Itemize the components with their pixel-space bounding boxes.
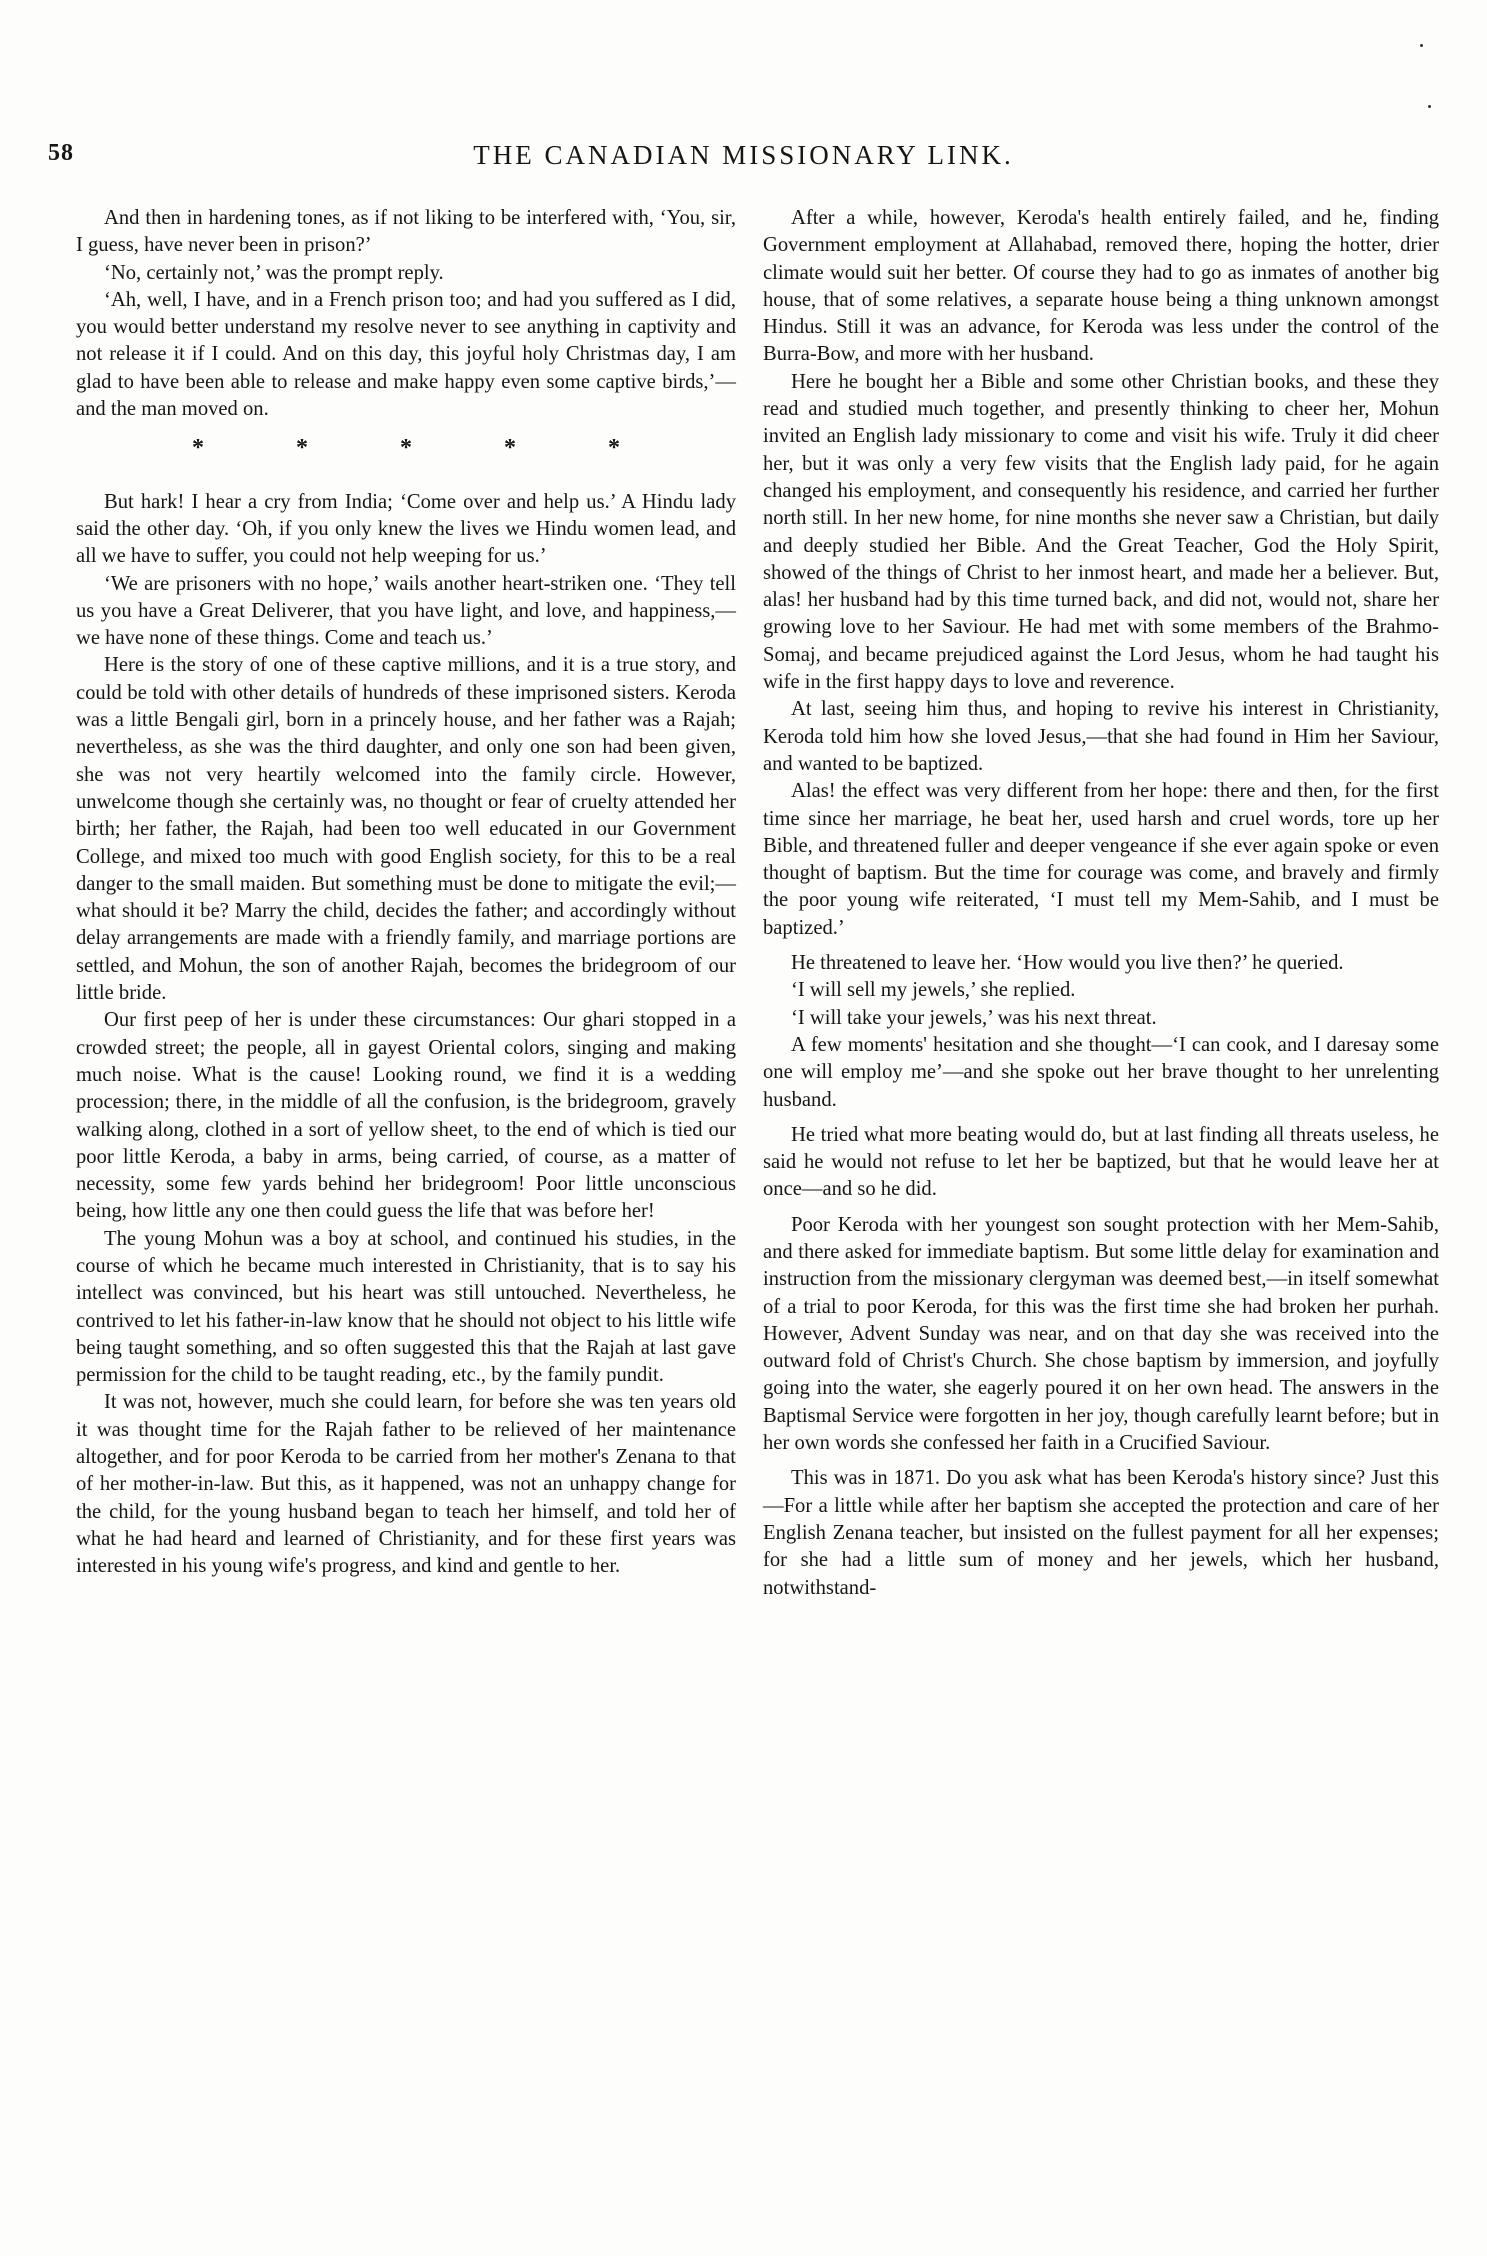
running-title: THE CANADIAN MISSIONARY LINK. bbox=[473, 140, 1014, 170]
section-separator bbox=[76, 435, 736, 462]
separator-star: * bbox=[296, 435, 308, 462]
paragraph: But hark! I hear a cry from India; ‘Come over and help us.’ A Hindu lady said the other day. ‘Oh, if you only knew the lives we Hindu women lead, and all we have to suffer, you could not help weeping for us.’ bbox=[76, 490, 736, 568]
paragraph: After a while, however, Keroda's health entirely failed, and he, finding Government employment at Allahabad, removed there, hoping the hotter, drier climate would suit her better. Of course they had to go as inmates of another big house, that of some relatives, a separate house being a thing unknown amongst Hindus. Still it was an advance, for Keroda was less under the control of the Burra-Bow, and more with her husband. bbox=[763, 207, 1439, 366]
paragraph: He tried what more beating would do, but at last finding all threats useless, he said he would not refuse to let her be baptized, but that he would leave her at once—and so he did. bbox=[763, 1123, 1439, 1201]
paragraph: ‘I will sell my jewels,’ she replied. bbox=[791, 979, 1076, 1002]
separator-star: * bbox=[192, 435, 204, 462]
separator-star: * bbox=[608, 435, 620, 462]
scan-speck bbox=[1420, 44, 1423, 47]
paragraph: Poor Keroda with her youngest son sought protection with her Mem-Sahib, and there asked for immediate baptism. But some little delay for examination and instruction from the missionary clergyman was deemed best,—in itself somewhat of a trial to poor Keroda, for this was the first time she had broken her purhah. However, Advent Sunday was near, and on that day she was received into the outward fold of Christ's Church. She chose baptism by immersion, and joyfully going into the water, she eagerly poured it on her own head. The answers in the Baptismal Service were forgotten in her joy, though carefully learnt before; but in her own words she confessed her faith in a Crucified Saviour. bbox=[763, 1213, 1439, 1455]
paragraph: ‘No, certainly not,’ was the prompt reply. bbox=[104, 261, 444, 284]
paragraph: At last, seeing him thus, and hoping to revive his interest in Christianity, Keroda told him how she loved Jesus,—that she had found in Him her Saviour, and wanted to be baptized. bbox=[763, 698, 1439, 775]
left-column bbox=[76, 205, 736, 1581]
paragraph: Our first peep of her is under these circumstances: Our ghari stopped in a crowded street; the people, all in gayest Oriental colors, singing and making much noise. What is the cause! Looking round, we find it is a wedding procession; there, in the middle of all the confusion, is the bridegroom, gravely walking along, clothed in a sort of yellow sheet, to the end of which is tied our poor little Keroda, a baby in arms, being carried, of course, as a matter of necessity, some few yards behind her bridegroom! Poor little unconscious being, how little any one then could guess the life that was before her! bbox=[76, 1009, 736, 1223]
paragraph: A few moments' hesitation and she thought—‘I can cook, and I daresay some one will employ me’—and she spoke out her brave thought to her unrelenting husband. bbox=[763, 1033, 1439, 1111]
paragraph: It was not, however, much she could learn, for before she was ten years old it was thought time for the Rajah father to be relieved of her maintenance altogether, and for poor Keroda to be carried from her mother's Zenana to that of her mother-in-law. But this, as it happened, was not an unhappy change for the child, for the young husband began to teach her himself, and told her of what he had heard and learned of Christianity, and for these first years was interested in his young wife's progress, and kind and gentle to her. bbox=[76, 1391, 736, 1578]
paragraph: ‘I will take your jewels,’ was his next threat. bbox=[791, 1006, 1157, 1029]
paragraph: Here he bought her a Bible and some other Christian books, and these they read and studied much together, and presently thinking to cheer her, Mohun invited an English lady missionary to come and visit his wife. Truly it did cheer her, but it was only a very few visits that the English lady paid, for he again changed his employment, and consequently his residence, and carried her further north still. In her new home, for nine months she never saw a Christian, but daily and deeply studied her Bible. And the Great Teacher, God the Holy Spirit, showed of the things of Christ to her inmost heart, and made her a believer. But, alas! her husband had by this time turned back, and did not, would not, share her growing love to her Saviour. He had met with some members of the Brahmo-Somaj, and became prejudiced against the Lord Jesus, whom he had taught his wife in the first happy days to love and reverence. bbox=[763, 370, 1439, 694]
paragraph: This was in 1871. Do you ask what has been Keroda's history since? Just this—For a little while after her baptism she accepted the protection and care of her English Zenana teacher, but insisted on the fullest payment for all her expenses; for she had a little sum of money and her jewels, which her husband, notwithstand- bbox=[763, 1467, 1439, 1599]
scan-speck bbox=[1428, 105, 1431, 108]
paragraph: ‘We are prisoners with no hope,’ wails another heart-striken one. ‘They tell us you have a Great Deliverer, that you have light, and love, and happiness,—we have none of these things. Come and teach us.’ bbox=[76, 572, 736, 650]
paragraph: ‘Ah, well, I have, and in a French prison too; and had you suffered as I did, you would better understand my resolve never to see anything in captivity and not release it if I could. And on this day, this joyful holy Christmas day, I am glad to have been able to release and make happy even some captive birds,’—and the man moved on. bbox=[76, 288, 736, 421]
paragraph: He threatened to leave her. ‘How would you live then?’ he queried. bbox=[791, 952, 1344, 975]
separator-star: * bbox=[400, 435, 412, 462]
separator-star: * bbox=[504, 435, 516, 462]
page-header bbox=[48, 140, 1439, 180]
paragraph: Alas! the effect was very different from her hope: there and then, for the first time since her marriage, he beat her, used harsh and cruel words, tore up her Bible, and threatened fuller and deeper vengeance if she ever again spoke or even thought of baptism. But the time for courage was come, and bravely and firmly the poor young wife reiterated, ‘I must tell my Mem-Sahib, and I must be baptized.’ bbox=[763, 780, 1439, 939]
paragraph: Here is the story of one of these captive millions, and it is a true story, and could be told with other details of hundreds of these imprisoned sisters. Keroda was a little Bengali girl, born in a princely house, and her father was a Rajah; nevertheless, as she was the third daughter, and only one son had been given, she was not very heartily welcomed into the family circle. However, unwelcome though she certainly was, no thought or fear of cruelty attended her birth; her father, the Rajah, had been too well educated in our Government College, and mixed too much with good English society, for this to be a real danger to the small maiden. But something must be done to mitigate the evil;—what should it be? Marry the child, decides the father; and accordingly without delay arrangements are made with a friendly family, and marriage portions are settled, and Mohun, the son of another Rajah, becomes the bridegroom of our little bride. bbox=[76, 654, 736, 1005]
paragraph: The young Mohun was a boy at school, and continued his studies, in the course of which he became much interested in Christianity, that is to say his intellect was convinced, but his heart was still untouched. Nevertheless, he contrived to let his father-in-law know that he should not object to his little wife being taught something, and so often suggested this that the Rajah at last gave permission for the child to be taught reading, etc., by the family pundit. bbox=[76, 1227, 736, 1387]
paragraph: And then in hardening tones, as if not liking to be interfered with, ‘You, sir, I guess, have never been in prison?’ bbox=[76, 207, 736, 257]
page-number: 58 bbox=[48, 140, 74, 166]
right-column bbox=[763, 205, 1439, 1602]
